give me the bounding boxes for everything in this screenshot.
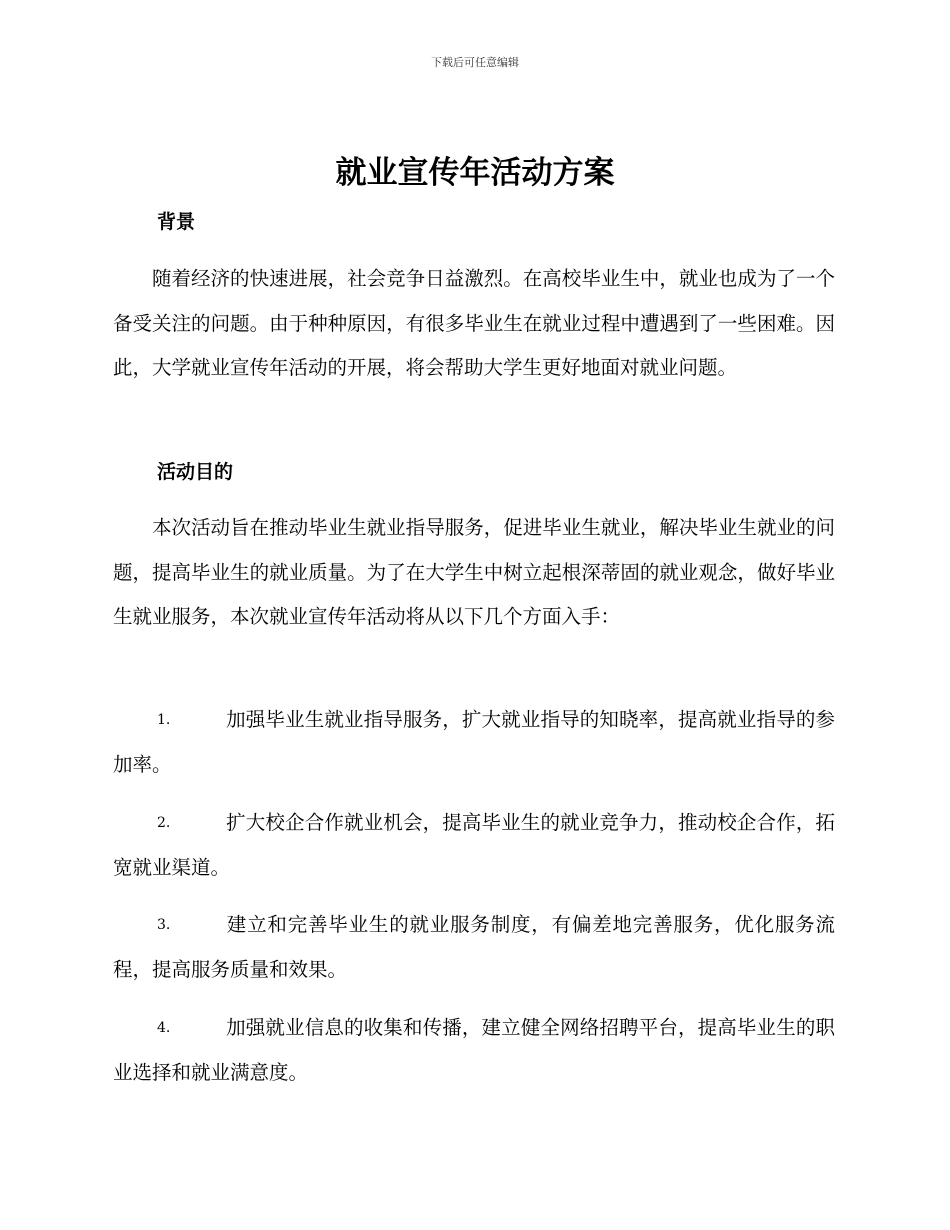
list-item-number: 1. bbox=[157, 712, 171, 728]
list-item-text: 建立和完善毕业生的就业服务制度，有偏差地完善服务，优化服务流程，提高服务质量和效果。 bbox=[113, 913, 835, 981]
header-note: 下载后可任意编辑 bbox=[431, 56, 519, 69]
list-item-number: 3. bbox=[157, 917, 171, 933]
list-item bbox=[113, 801, 835, 890]
paragraph-background: 随着经济的快速进展，社会竞争日益激烈。在高校毕业生中，就业也成为了一个备受关注的问题。由于种种原因，有很多毕业生在就业过程中遭遇到了一些困难。因此，大学就业宣传年活动的开展，将会帮助大学生更好地面对就业问题。 bbox=[113, 267, 835, 379]
section-heading-background: 背景 bbox=[157, 211, 196, 233]
list-item bbox=[113, 698, 835, 787]
document-title: 就业宣传年活动方案 bbox=[335, 155, 615, 191]
list-item-text: 扩大校企合作就业机会，提高毕业生的就业竞争力，推动校企合作，拓宽就业渠道。 bbox=[113, 811, 835, 879]
list-item bbox=[113, 1006, 835, 1095]
list-item-text: 加强就业信息的收集和传播，建立健全网络招聘平台，提高毕业生的职业选择和就业满意度。 bbox=[113, 1016, 835, 1084]
list-item bbox=[113, 903, 835, 992]
list-item-text: 加强毕业生就业指导服务，扩大就业指导的知晓率，提高就业指导的参加率。 bbox=[113, 708, 835, 776]
list-item-number: 2. bbox=[157, 815, 171, 831]
paragraph-purpose: 本次活动旨在推动毕业生就业指导服务，促进毕业生就业，解决毕业生就业的问题，提高毕业生的就业质量。为了在大学生中树立起根深蒂固的就业观念，做好毕业生就业服务，本次就业宣传年活动将从以下几个方面入手： bbox=[113, 516, 835, 628]
list-item-number: 4. bbox=[157, 1020, 171, 1036]
section-heading-purpose: 活动目的 bbox=[157, 461, 234, 483]
